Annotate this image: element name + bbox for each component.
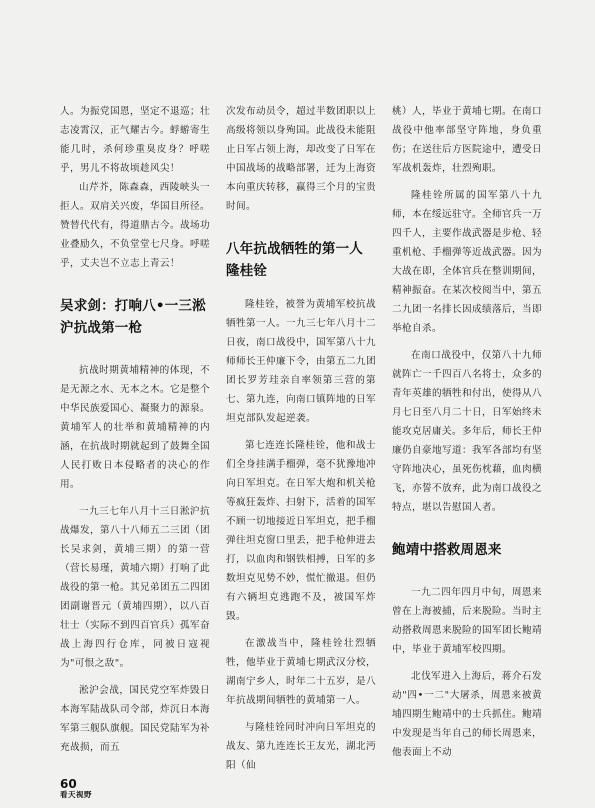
paragraph: 一九二四年四月中旬，周恩来曾在上海被捕，后来脱险。当时主动搭救周恩来脱险的国军团长鲍靖中，毕业于黄埔军校四期。: [392, 587, 542, 655]
paragraph: 桃）人，毕业于黄埔七期。在南口战役中他率部坚守阵地，身负重伤；在送往后方医院途中，遭受日军战机轰炸，壮烈殉职。: [392, 106, 542, 174]
text-column-2: [226, 102, 376, 775]
paragraph: 第七连连长隆桂铨，他和战士们全身挂满手榴弹，毫不犹豫地冲向日军坦克。在日军大炮和机关枪等疯狂轰炸、扫射下，活着的国军不顾一切地接近日军坦克，把手榴弹往坦克窗口里丢，把手枪伸进去打，以血肉和钢铁相搏，日军的多数坦克见势不妙，慌忙撤退。但仍有六辆坦克逃跑不及，被国军炸毁。: [226, 440, 376, 622]
paragraph: 次发布动员令，超过半数团职以上高级将领以身殉国。此战役未能阻止日军占领上海，却改变了日军在中国战场的战略部署，迁为上海资本向重庆转移，赢得三个月的宝贵时间。: [226, 106, 376, 212]
page-folio: [60, 778, 92, 799]
section-heading-wu-qiujian: 吴求剑：打响八•一三淞沪抗战第一枪: [60, 298, 206, 336]
paragraph: 在激战当中，隆桂铨壮烈牺牲，他毕业于黄埔七期武汉分校，湖南宁乡人，时年二十五岁，是八年抗战期间牺牲的黄埔第一人。: [226, 638, 376, 706]
text-column-3: [392, 102, 542, 762]
section-heading-long-guiquan: 八年抗战牺牲的第一人隆桂铨: [226, 241, 363, 279]
paragraph: 人。为振党国恩，坚定不退巡；壮志凌霄汉，正气耀古今。蜉蝣寄生能几时，杀何珍重臭皮身？呼嗟乎，男儿不将故顷趁风尖！: [60, 106, 210, 174]
paragraph: 隆桂铨，被誉为黄埔军校抗战牺牲第一人。一九三七年八月十二日夜，南口战役中，国军第八十九师师长王仲廉下令，由第五二九团团长罗芳珪亲自率领第三营的第七、第九连，向南口镇阵地的日军坦克部队发起逆袭。: [226, 299, 376, 424]
page-number: 60: [60, 777, 77, 791]
paragraph: 与隆桂铨同时冲向日军坦克的战友、第九连连长王友光，湖北沔阳（仙: [226, 722, 376, 771]
section-heading-bao-jingzhong: 鲍靖中搭救周恩来: [392, 542, 502, 558]
text-column-1: [60, 102, 210, 757]
paragraph: 淞沪会战，国民党空军炸毁日本海军陆战队司令部，炸沉日本海军第三舰队旗舰。国民党陆军为补充战损，而五: [60, 685, 210, 753]
paragraph: 在南口战役中，仅第八十九师就阵亡一千四百八名将士，众多的青年英雄的牺牲和付出，使得从八月七日至八月二十日，日军始终未能攻克居庸关。多年后，师长王仲廉仍自豪地写道：我军各部均有坚守阵地决心，虽死伤枕藉，血肉横飞，亦誓不放弃，此为南口战役之特点，堪以告慰国人者。: [392, 350, 542, 513]
paragraph: 隆桂铨所属的国军第八十九师，本在绥远驻守。全师官兵一万四千人，主要作战武器是步枪、轻重机枪、手榴弹等近战武器。因为大战在即，全体官兵在整训期间，精神振奋。在某次校阅当中，第五二九团一名排长因成绩落后，当即举枪自杀。: [392, 190, 542, 334]
paragraph: 山芹芥，陈森森，西陵峡头一拒人。双肩关兴废，华国目所径。赞替代代有，得道鼎古今。战场功业叠励久，不负堂堂七尺身。呼嗟乎，丈夫岂不立志上青云！: [60, 182, 210, 269]
paragraph: 北伐军进入上海后，蒋介石发动"四•一二"大屠杀，周恩来被黄埔四期生鲍靖中的士兵抓住。鲍靖中发现是当年自己的师长周恩来，他表面上不动: [392, 671, 542, 758]
paragraph: 一九三七年八月十三日淞沪抗战爆发，第八十八师五二三团（团长吴求剑，黄埔三期）的第一营（营长易瑾，黄埔六期）打响了此战役的第一枪。其兄弟团五二四团团副谢晋元（黄埔四期），以八百壮士（实际不到四百官兵）孤军奋战上海四行仓库，同被日寇视为"可恨之敌"。: [60, 506, 210, 669]
paragraph: 抗战时期黄埔精神的体现，不是无源之水、无本之木。它是整个中华民族爱国心、凝聚力的源泉。黄埔军人的壮举和黄埔精神的内涵，在抗战时期就起到了鼓舞全国人民打败日本侵略者的决心的作用。: [60, 365, 210, 490]
magazine-name: 看天视野: [60, 790, 92, 799]
